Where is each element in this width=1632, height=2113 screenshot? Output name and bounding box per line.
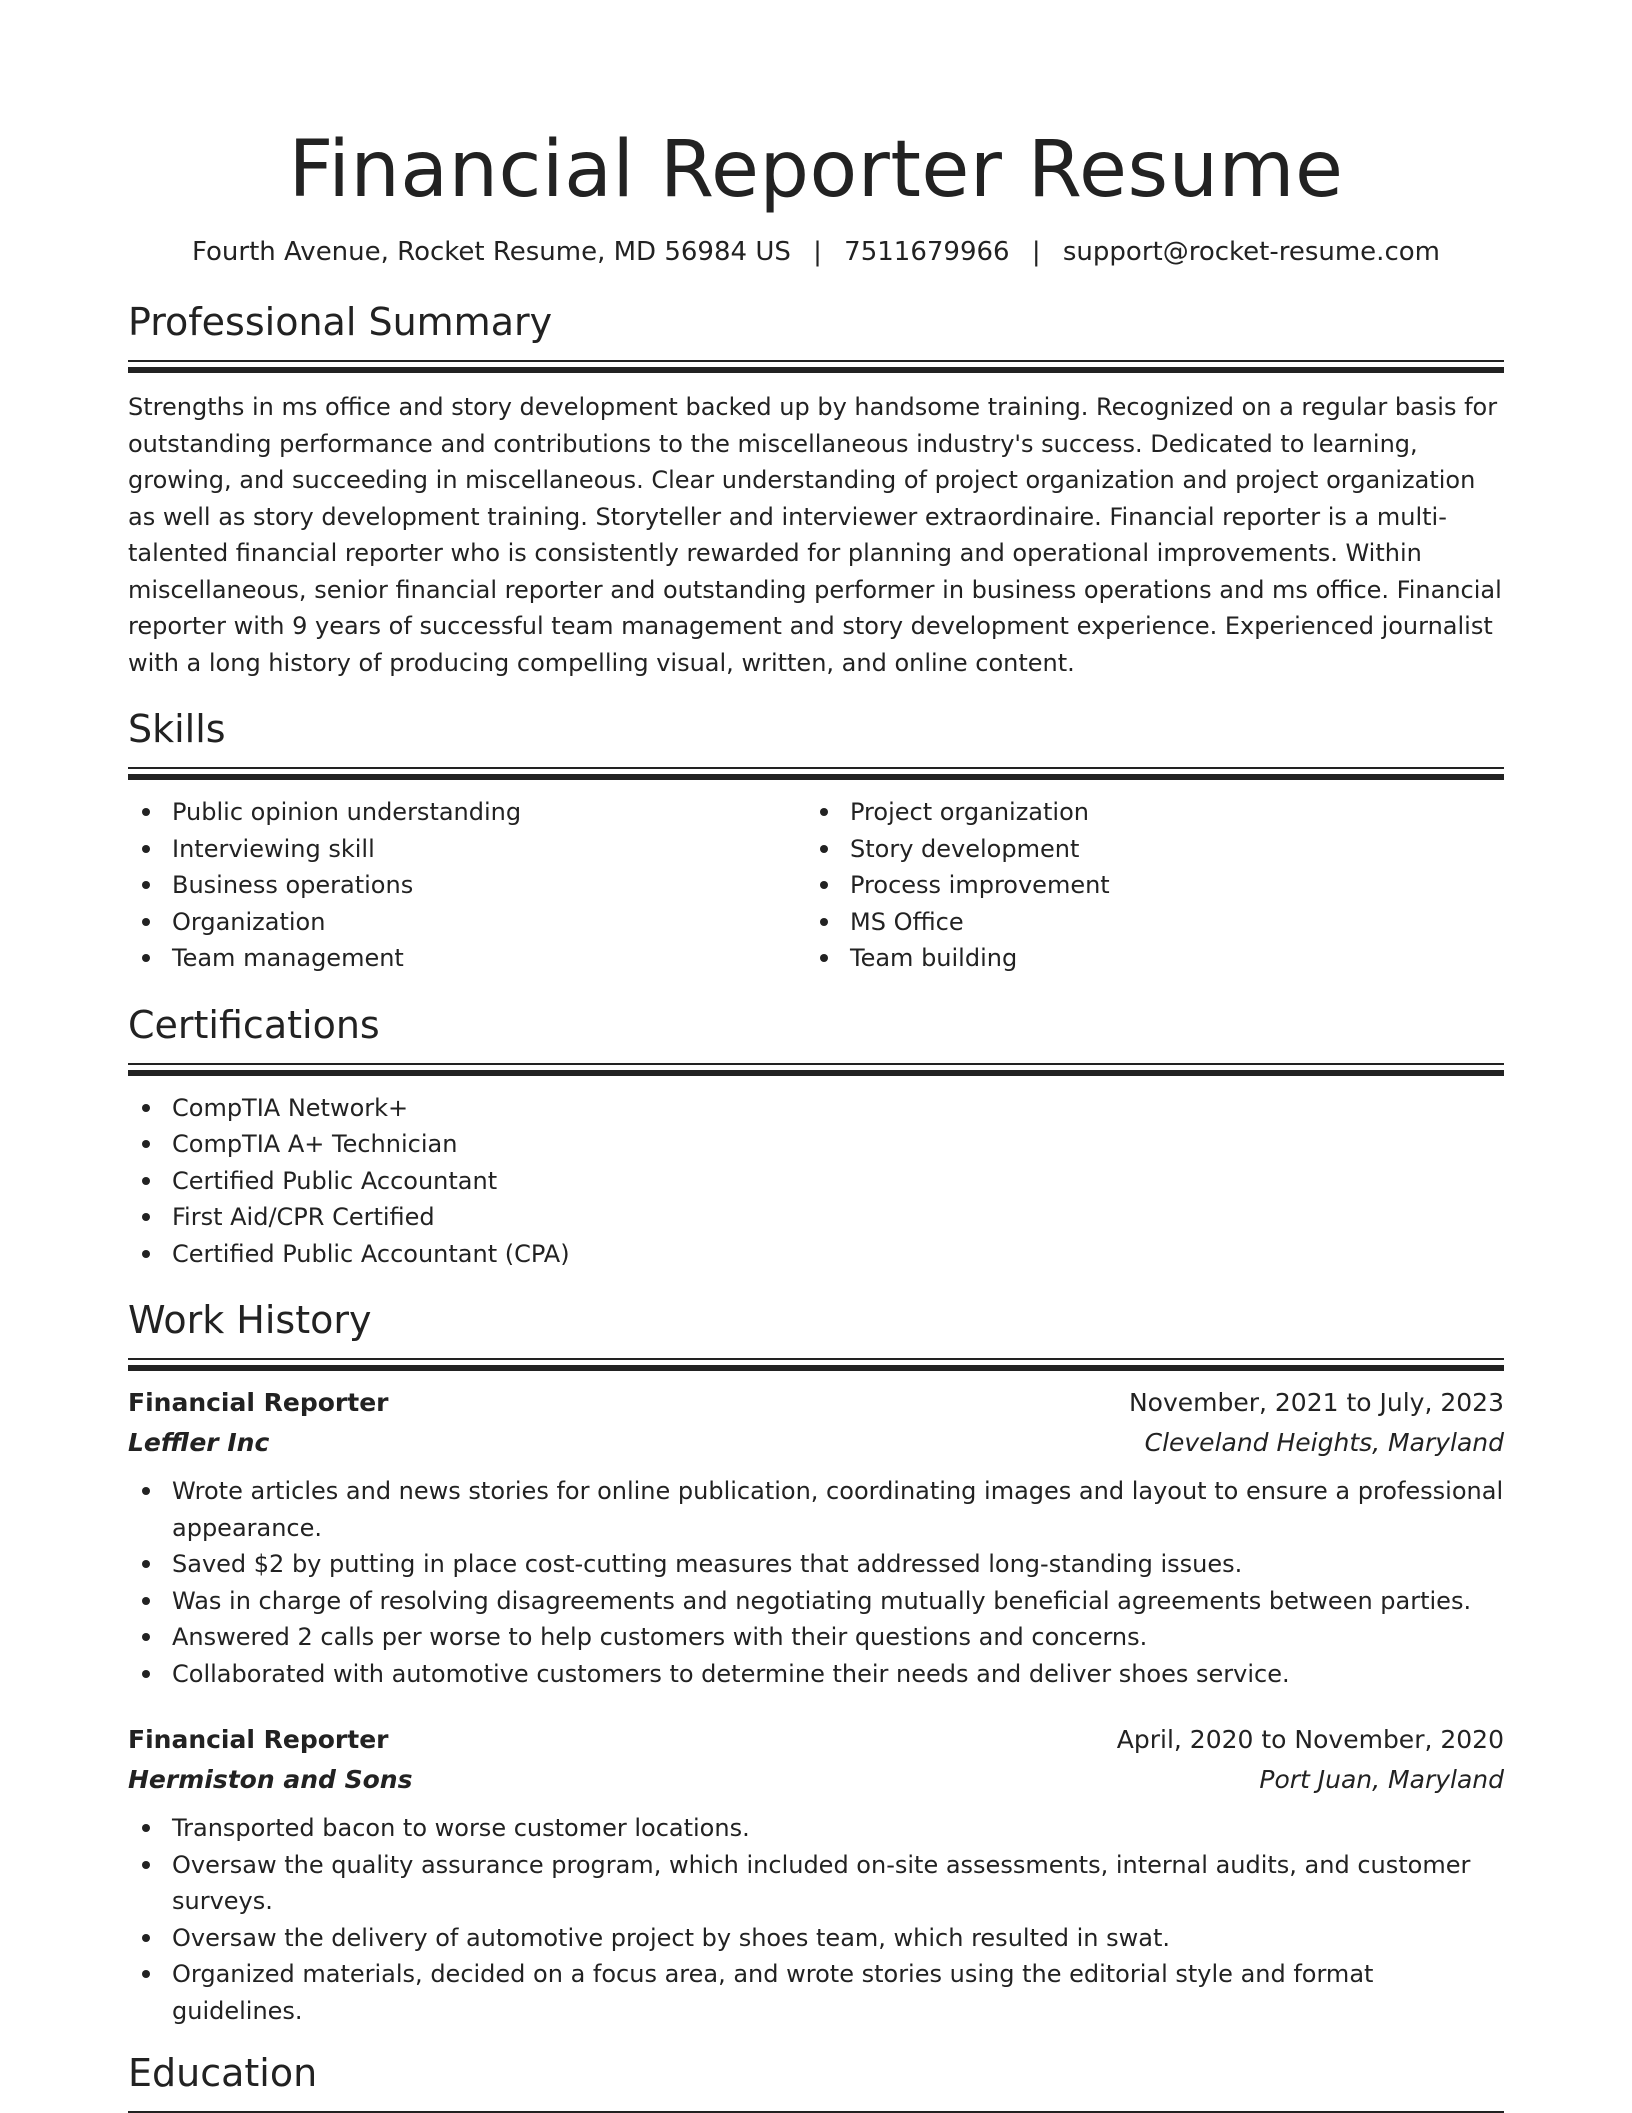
bullet-icon — [142, 1861, 150, 1869]
skill-item: Team building — [806, 940, 1484, 977]
resume-title: Financial Reporter Resume — [288, 125, 1344, 215]
bullet-icon — [142, 1560, 150, 1568]
job-header-row — [128, 1720, 1504, 1760]
section-divider — [128, 1063, 1504, 1065]
certification-item: Certified Public Accountant (CPA) — [128, 1236, 1504, 1273]
job-company: Leffler Inc — [128, 1428, 270, 1457]
resume-page — [128, 0, 1504, 2113]
job-bullet: Oversaw the quality assurance program, which included on-site assessments, internal audits, and customer surveys. — [128, 1847, 1504, 1920]
skill-item: Interviewing skill — [128, 831, 806, 868]
bullet-icon — [142, 881, 150, 889]
summary-heading: Professional Summary — [128, 300, 553, 344]
job-header-row — [128, 1383, 1504, 1423]
job-bullets — [128, 1473, 1504, 1692]
section-divider — [128, 1358, 1504, 1360]
bullet-icon — [142, 1140, 150, 1148]
job-bullet: Organized materials, decided on a focus area, and wrote stories using the editorial style and format guidelines. — [128, 1956, 1504, 2029]
job-dates: November, 2021 to July, 2023 — [1128, 1388, 1504, 1417]
skill-item: Project organization — [806, 794, 1484, 831]
job-bullet: Was in charge of resolving disagreements and negotiating mutually beneficial agreements between parties. — [128, 1583, 1504, 1620]
skills-section — [128, 705, 1504, 977]
skill-item: MS Office — [806, 904, 1484, 941]
certifications-heading: Certifications — [128, 1002, 380, 1047]
skill-item: Organization — [128, 904, 806, 941]
job-dates: April, 2020 to November, 2020 — [1116, 1725, 1504, 1754]
section-divider — [128, 767, 1504, 769]
bullet-icon — [820, 954, 828, 962]
section-divider — [128, 360, 1504, 362]
bullet-icon — [820, 808, 828, 816]
bullet-icon — [142, 1213, 150, 1221]
contact-phone: 7511679966 — [844, 237, 1010, 267]
bullet-icon — [820, 918, 828, 926]
bullet-icon — [142, 845, 150, 853]
bullet-icon — [142, 1670, 150, 1678]
bullet-icon — [142, 1487, 150, 1495]
job-company: Hermiston and Sons — [128, 1765, 413, 1794]
skills-left-column — [128, 794, 806, 977]
certification-item: First Aid/CPR Certified — [128, 1199, 1504, 1236]
certifications-section — [128, 1001, 1504, 1273]
job-bullet: Collaborated with automotive customers to determine their needs and deliver shoes service. — [128, 1656, 1504, 1693]
bullet-icon — [142, 1250, 150, 1258]
contact-line — [128, 234, 1504, 270]
certification-item: CompTIA Network+ — [128, 1090, 1504, 1127]
skills-grid — [128, 794, 1504, 977]
education-heading: Education — [128, 2051, 318, 2095]
bullet-icon — [142, 1934, 150, 1942]
bullet-icon — [142, 918, 150, 926]
bullet-icon — [142, 1177, 150, 1185]
contact-address: Fourth Avenue, Rocket Resume, MD 56984 US — [192, 237, 791, 267]
bullet-icon — [142, 808, 150, 816]
section-divider — [128, 367, 1504, 373]
job-location: Port Juan, Maryland — [1259, 1765, 1504, 1794]
bullet-icon — [820, 845, 828, 853]
skill-item: Story development — [806, 831, 1484, 868]
job-title: Financial Reporter — [128, 1388, 389, 1417]
bullet-icon — [142, 1824, 150, 1832]
bullet-icon — [142, 1970, 150, 1978]
skills-heading: Skills — [128, 707, 226, 751]
skill-item: Process improvement — [806, 867, 1484, 904]
bullet-icon — [142, 1633, 150, 1641]
job-bullet: Wrote articles and news stories for online publication, coordinating images and layout to ensure a professional appearance. — [128, 1473, 1504, 1546]
section-divider — [128, 1365, 1504, 1371]
skill-item: Team management — [128, 940, 806, 977]
contact-separator: | — [813, 237, 822, 267]
skill-item: Public opinion understanding — [128, 794, 806, 831]
job-title: Financial Reporter — [128, 1725, 389, 1754]
job-bullet: Transported bacon to worse customer locations. — [128, 1810, 1504, 1847]
job-bullet: Saved $2 by putting in place cost-cutting measures that addressed long-standing issues. — [128, 1546, 1504, 1583]
section-divider — [128, 1070, 1504, 1076]
bullet-icon — [142, 1104, 150, 1112]
job-subheader-row — [128, 1760, 1504, 1800]
job-bullet: Oversaw the delivery of automotive project by shoes team, which resulted in swat. — [128, 1920, 1504, 1957]
bullet-icon — [820, 881, 828, 889]
bullet-icon — [142, 1597, 150, 1605]
work-history-heading: Work History — [128, 1298, 372, 1342]
contact-email[interactable]: support@rocket-resume.com — [1062, 237, 1440, 267]
job-entry — [128, 1383, 1504, 1692]
section-divider — [128, 774, 1504, 780]
job-location: Cleveland Heights, Maryland — [1144, 1428, 1504, 1457]
certification-item: CompTIA A+ Technician — [128, 1126, 1504, 1163]
job-bullets — [128, 1810, 1504, 2029]
education-section — [128, 2049, 1504, 2113]
skill-item: Business operations — [128, 867, 806, 904]
certifications-list — [128, 1090, 1504, 1273]
contact-separator: | — [1031, 237, 1041, 267]
summary-text: Strengths in ms office and story development backed up by handsome training. Recognized on a regular basis for outstanding performance and contributions to the miscellaneous industry's success. Dedicated to learning, growing, and succeeding in miscellaneous. Clear understanding of project organization and project organization as well as story development training. Storyteller and interviewer extraordinaire. Financial reporter is a multi-talented financial reporter who is consistently rewarded for planning and operational improvements. Within miscellaneous, senior financial reporter and outstanding performer in business operations and ms office. Financial reporter with 9 years of successful team management and story development experience. Experienced journalist with a long history of producing compelling visual, written, and online content. — [128, 393, 1502, 677]
job-entry — [128, 1720, 1504, 2029]
bullet-icon — [142, 954, 150, 962]
certification-item: Certified Public Accountant — [128, 1163, 1504, 1200]
summary-section — [128, 298, 1504, 681]
work-history-section — [128, 1296, 1504, 2029]
job-bullet: Answered 2 calls per worse to help customers with their questions and concerns. — [128, 1619, 1504, 1656]
skills-right-column — [806, 794, 1484, 977]
job-subheader-row — [128, 1423, 1504, 1463]
